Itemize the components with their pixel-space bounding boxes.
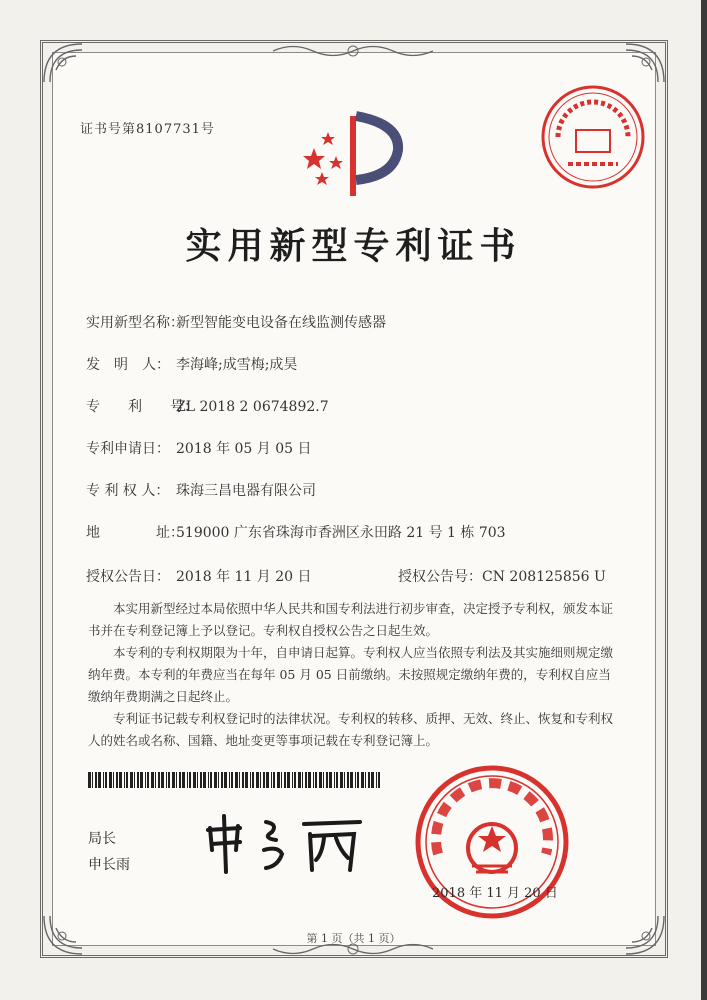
body-paragraph: 本实用新型经过本局依照中华人民共和国专利法进行初步审查，决定授予专利权，颁发本证书并在专利登记簿上予以登记。专利权自授权公告之日起生效。 [88, 601, 614, 638]
body-paragraph: 专利证书记载专利权登记时的法律状况。专利权的转移、质押、无效、终止、恢复和专利权人的姓名或名称、国籍、地址变更等事项记载在专利登记簿上。 [88, 711, 614, 748]
body-paragraph: 本专利的专利权期限为十年，自申请日起算。专利权人应当依照专利法及其实施细则规定缴纳年费。本专利的年费应当在每年 05 月 05 日前缴纳。未按照规定缴纳年费的，专利权自应当缴纳年费期满之日起终止。 [88, 645, 614, 704]
field-label: 授权公告日： [86, 569, 170, 585]
scan-edge [701, 0, 707, 1000]
barcode-icon [88, 772, 384, 788]
field-address [86, 522, 506, 542]
field-value: 519000 广东省珠海市香洲区永田路 21 号 1 栋 703 [176, 525, 506, 541]
field-patentee [86, 480, 316, 500]
top-scroll-ornament-icon [273, 42, 433, 60]
field-value: 李海峰;成雪梅;成昊 [176, 357, 298, 373]
field-value: ZL 2018 2 0674892.7 [176, 399, 329, 415]
official-name: 申长雨 [88, 857, 130, 873]
field-value: 新型智能变电设备在线监测传感器 [176, 315, 386, 331]
field-utility-model-name [86, 312, 386, 332]
field-inventor [86, 354, 297, 374]
field-label: 专利申请日： [86, 441, 170, 457]
field-patent-number [86, 396, 329, 416]
field-label: 专 利 权 人： [86, 483, 170, 499]
field-grant-number [398, 566, 606, 586]
handwritten-signature-icon [200, 810, 370, 880]
field-filing-date [86, 438, 312, 458]
field-value: 珠海三昌电器有限公司 [176, 483, 316, 499]
field-value: CN 208125856 U [482, 569, 606, 585]
official-title: 局长 [88, 831, 116, 847]
field-label: 地 址： [86, 525, 184, 541]
certificate-title: 实用新型专利证书 [185, 225, 522, 267]
field-value: 2018 年 05 月 05 日 [176, 441, 312, 457]
corner-ornament-icon [40, 40, 86, 86]
issue-date: 2018 年 11 月 20 日 [432, 886, 558, 901]
field-grant-date [86, 566, 312, 586]
field-label: 专 利 号： [86, 399, 198, 415]
certificate-number: 证书号第8107731号 [80, 122, 215, 137]
official-block [88, 826, 130, 878]
field-label: 实用新型名称： [86, 315, 184, 331]
page-number: 第 1 页（共 1 页） [306, 932, 401, 945]
corner-ornament-icon [622, 40, 668, 86]
field-value: 2018 年 11 月 20 日 [176, 569, 312, 585]
certificate-body [88, 598, 618, 752]
patent-office-logo-icon [300, 110, 410, 200]
field-label: 发 明 人： [86, 357, 170, 373]
field-label: 授权公告号： [398, 569, 482, 585]
agency-seal-icon [538, 82, 648, 192]
